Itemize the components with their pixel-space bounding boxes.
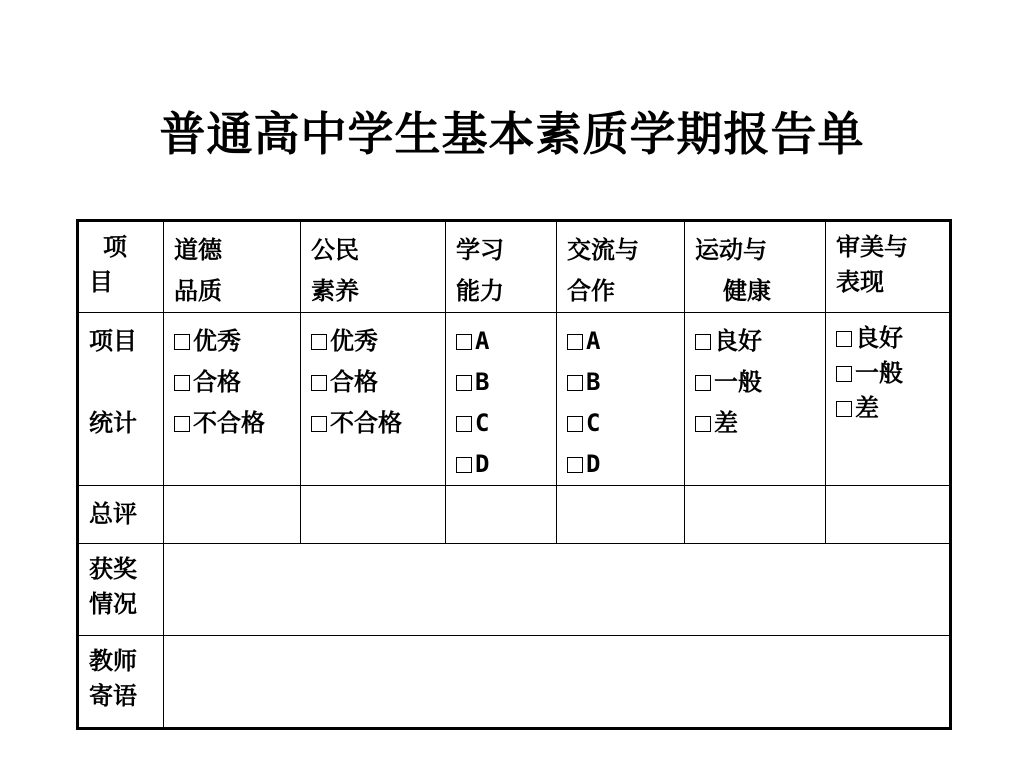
option-line [311, 321, 445, 362]
column-header-line: 合作 [567, 277, 615, 305]
option-label: 差 [855, 394, 879, 422]
option-line [695, 403, 825, 444]
option-line [174, 321, 300, 362]
option-label: 不合格 [193, 409, 265, 437]
checkbox[interactable] [567, 457, 583, 473]
option-label: C [586, 409, 601, 437]
option-label: C [475, 409, 490, 437]
checkbox[interactable] [836, 366, 852, 382]
teacher-label-cell [78, 636, 164, 729]
option-label: 良好 [855, 324, 903, 352]
checkbox[interactable] [311, 334, 327, 350]
header-label-cell [78, 221, 164, 313]
option-line [695, 362, 825, 403]
stats-row [78, 313, 951, 486]
checkbox[interactable] [311, 416, 327, 432]
options-cell-sports [685, 313, 826, 486]
teacher-row [78, 636, 951, 729]
option-label: 不合格 [330, 409, 402, 437]
option-line [836, 391, 949, 426]
option-label: D [475, 450, 490, 478]
column-header-line: 运动与 [695, 236, 767, 264]
awards-row [78, 544, 951, 636]
checkbox[interactable] [836, 331, 852, 347]
awards-label-line: 情况 [89, 590, 137, 618]
option-label: A [586, 327, 601, 355]
column-header-communication [557, 221, 685, 313]
checkbox[interactable] [456, 416, 472, 432]
option-label: D [586, 450, 601, 478]
option-label: 合格 [330, 368, 378, 396]
page-title: 普通高中学生基本素质学期报告单 [159, 107, 865, 161]
option-label: 优秀 [193, 327, 241, 355]
column-header-line: 道德 [174, 236, 222, 264]
option-label: B [586, 368, 601, 396]
header-label-line: 目 [89, 268, 113, 296]
overall-cell-aesthetics[interactable] [826, 486, 951, 544]
teacher-comment-cell[interactable] [164, 636, 951, 729]
checkbox[interactable] [567, 334, 583, 350]
column-header-aesthetics [826, 221, 951, 313]
teacher-label-line: 寄语 [89, 682, 137, 710]
checkbox[interactable] [695, 375, 711, 391]
checkbox[interactable] [311, 375, 327, 391]
column-header-line: 品质 [174, 277, 222, 305]
column-header-learning [446, 221, 557, 313]
option-line [836, 321, 949, 356]
option-label: 差 [714, 409, 738, 437]
option-label: A [475, 327, 490, 355]
report-table [76, 219, 952, 730]
column-header-line: 健康 [723, 277, 771, 305]
column-header-civic [301, 221, 446, 313]
stats-label-line: 统计 [89, 409, 137, 437]
column-header-line: 能力 [456, 277, 504, 305]
option-line [695, 321, 825, 362]
column-header-line: 表现 [836, 268, 884, 296]
overall-cell-moral[interactable] [164, 486, 301, 544]
checkbox[interactable] [695, 334, 711, 350]
checkbox[interactable] [567, 416, 583, 432]
option-line [311, 362, 445, 403]
option-line [567, 403, 684, 444]
column-header-line: 公民 [311, 236, 359, 264]
options-cell-moral [164, 313, 301, 486]
overall-cell-sports[interactable] [685, 486, 826, 544]
checkbox[interactable] [456, 457, 472, 473]
options-cell-aesthetics [826, 313, 951, 486]
option-label: 良好 [714, 327, 762, 355]
option-line [311, 403, 445, 444]
awards-label-line: 获奖 [89, 555, 137, 583]
header-row [78, 221, 951, 313]
checkbox[interactable] [456, 334, 472, 350]
option-label: 合格 [193, 368, 241, 396]
column-header-moral [164, 221, 301, 313]
stats-label-cell [78, 313, 164, 486]
options-cell-communication [557, 313, 685, 486]
awards-label-cell [78, 544, 164, 636]
option-line [456, 403, 556, 444]
options-cell-civic [301, 313, 446, 486]
overall-cell-learning[interactable] [446, 486, 557, 544]
overall-row [78, 486, 951, 544]
option-line [174, 362, 300, 403]
overall-cell-communication[interactable] [557, 486, 685, 544]
option-line [567, 444, 684, 485]
awards-content-cell[interactable] [164, 544, 951, 636]
checkbox[interactable] [456, 375, 472, 391]
column-header-line: 审美与 [836, 233, 908, 261]
checkbox[interactable] [174, 334, 190, 350]
column-header-line: 学习 [456, 236, 504, 264]
checkbox[interactable] [836, 401, 852, 417]
options-cell-learning [446, 313, 557, 486]
stats-label-spacer [89, 362, 163, 403]
overall-label: 总评 [89, 500, 137, 528]
option-line [567, 362, 684, 403]
overall-cell-civic[interactable] [301, 486, 446, 544]
option-label: 优秀 [330, 327, 378, 355]
overall-label-cell [78, 486, 164, 544]
option-line [456, 362, 556, 403]
checkbox[interactable] [174, 375, 190, 391]
option-line [836, 356, 949, 391]
checkbox[interactable] [567, 375, 583, 391]
option-label: B [475, 368, 490, 396]
checkbox[interactable] [695, 416, 711, 432]
column-header-sports [685, 221, 826, 313]
stats-label-line: 项目 [89, 327, 137, 355]
header-label-line: 项 [103, 233, 127, 261]
teacher-label-line: 教师 [89, 647, 137, 675]
checkbox[interactable] [174, 416, 190, 432]
option-label: 一般 [714, 368, 762, 396]
option-line [567, 321, 684, 362]
option-line [456, 444, 556, 485]
option-line [456, 321, 556, 362]
option-line [174, 403, 300, 444]
column-header-line: 素养 [311, 277, 359, 305]
option-label: 一般 [855, 359, 903, 387]
column-header-line: 交流与 [567, 236, 639, 264]
